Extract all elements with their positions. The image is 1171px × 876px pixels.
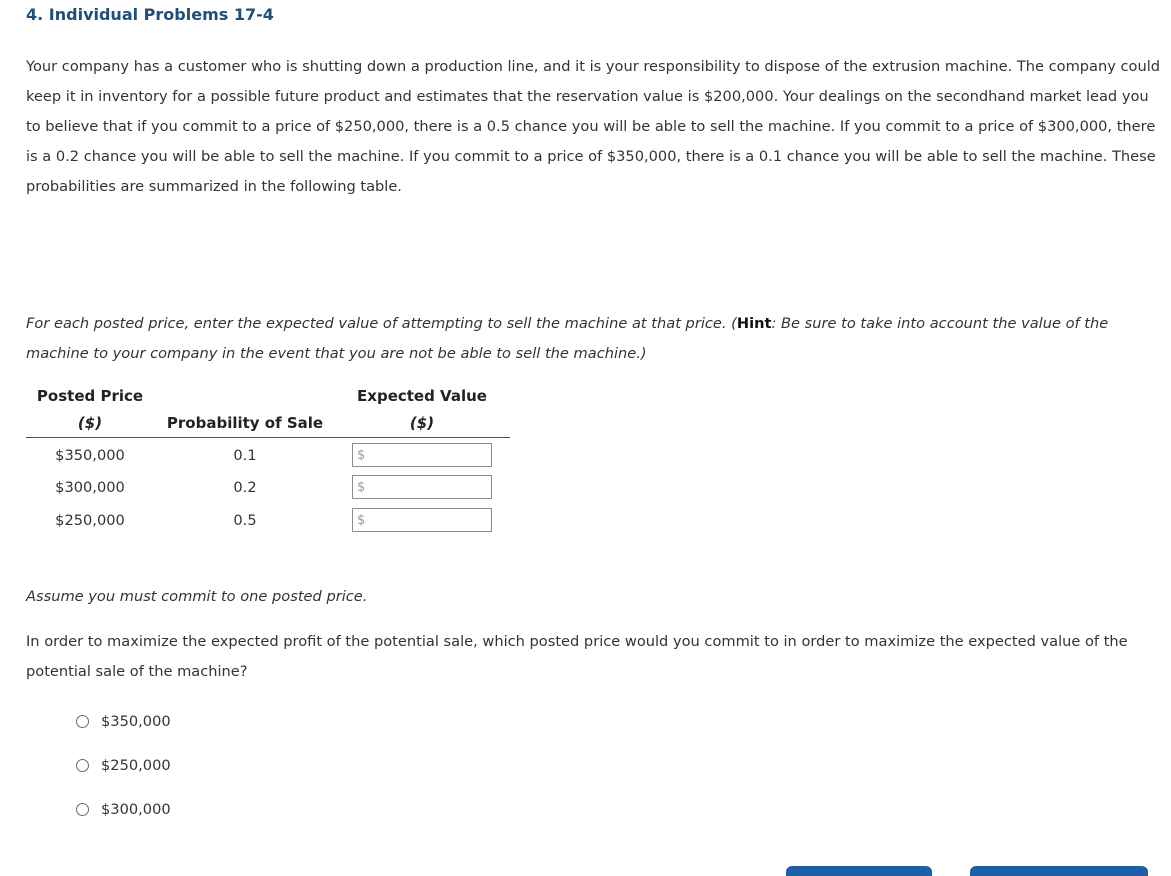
row-1-probability: 0.1 [233, 447, 257, 464]
row-2-expected-value-field[interactable] [352, 475, 492, 499]
radio-button[interactable] [76, 803, 89, 816]
row-2-price: $300,000 [55, 479, 125, 496]
problem-title: 4. Individual Problems 17-4 [26, 5, 274, 24]
option-250000[interactable] [76, 757, 171, 774]
option-label: $250,000 [101, 757, 171, 774]
currency-symbol: $ [357, 447, 366, 463]
header-posted-price: Posted Price [36, 387, 144, 405]
instruction-before: For each posted price, enter the expected value of attempting to sell the machine at that price. ( [26, 315, 737, 332]
row-3-probability: 0.5 [233, 512, 257, 529]
question-text: In order to maximize the expected profit of the potential sale, which posted price would you commit to in order to maximize the expected value of the potential sale of the machine? [26, 633, 1128, 680]
currency-symbol: $ [357, 479, 366, 495]
header-probability: Probability of Sale [166, 414, 324, 432]
header-divider [26, 437, 510, 438]
row-1-price: $350,000 [55, 447, 125, 464]
option-label: $350,000 [101, 713, 171, 730]
option-300000[interactable] [76, 801, 171, 818]
hint-label: Hint [736, 315, 772, 332]
header-expected-value-unit: ($) [409, 414, 435, 432]
row-2-probability: 0.2 [233, 479, 257, 496]
option-350000[interactable] [76, 713, 171, 730]
instruction-text [26, 309, 1166, 369]
assumption-text: Assume you must commit to one posted price. [26, 588, 368, 605]
problem-intro: Your company has a customer who is shutting down a production line, and it is your responsibility to dispose of the extrusion machine. The company could keep it in inventory for a possible future product and estimates that the reservation value is $200,000. Your dealings on the secondhand market lead you to believe that if you commit to a price of $250,000, there is a 0.5 chance you will be able to sell the machine. If you commit to a price of $300,000, there is a 0.2 chance you will be able to sell the machine. If you commit to a price of $350,000, there is a 0.1 chance you will be able to sell the machine. These probabilities are summarized in the following table. [26, 58, 1161, 195]
radio-button[interactable] [76, 715, 89, 728]
row-1-expected-value-input[interactable] [365, 445, 539, 465]
header-expected-value: Expected Value [357, 387, 487, 405]
row-3-expected-value-input[interactable] [365, 510, 539, 530]
row-3-expected-value-field[interactable] [352, 508, 492, 532]
row-2-expected-value-input[interactable] [365, 477, 539, 497]
save-continue-button[interactable] [970, 866, 1148, 876]
header-posted-price-unit: ($) [77, 414, 103, 432]
grade-button[interactable] [786, 866, 932, 876]
row-3-price: $250,000 [55, 512, 125, 529]
radio-button[interactable] [76, 759, 89, 772]
currency-symbol: $ [357, 512, 366, 528]
row-1-expected-value-field[interactable] [352, 443, 492, 467]
instruction-after: : Be sure to take into account the value of the machine to your company in the event that you are not be able to sell the machine.) [26, 315, 1109, 362]
option-label: $300,000 [101, 801, 171, 818]
